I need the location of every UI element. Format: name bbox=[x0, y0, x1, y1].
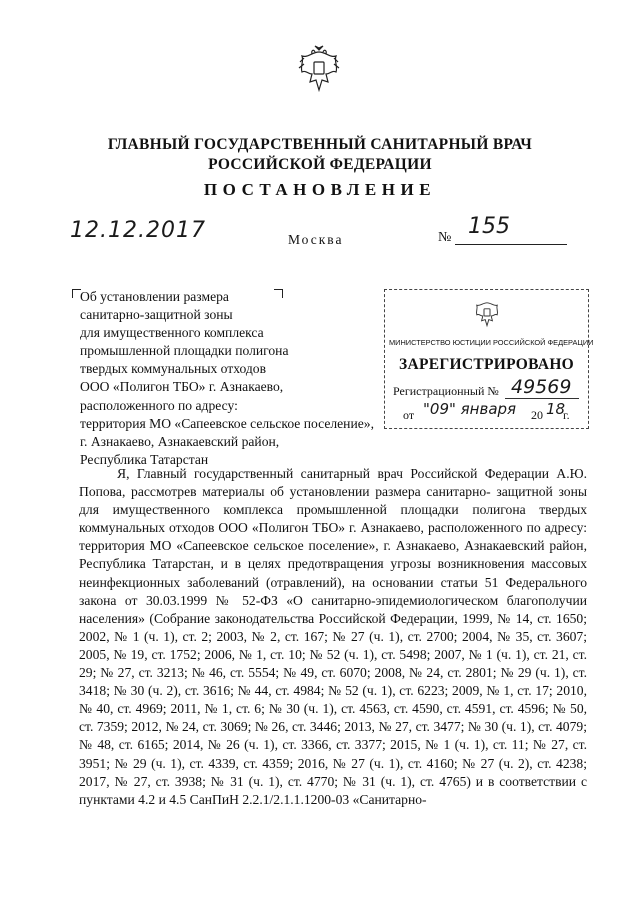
document-type-heading: ПОСТАНОВЛЕНИЕ bbox=[203, 180, 437, 199]
body-line: № 30 (ч. 1), ст. 4563, ст. 4590, ст. 4591, ст. 4596; № 50, ст. 7359; 2012, № 24, bbox=[79, 701, 588, 735]
stamp-from-date: "09" января bbox=[423, 400, 517, 418]
stamp-registered: ЗАРЕГИСТРИРОВАНО bbox=[398, 356, 575, 373]
decree-city: Москва bbox=[288, 232, 344, 247]
title-line: санитарно-защитной зоны bbox=[80, 307, 233, 323]
coat-of-arms-icon bbox=[296, 44, 342, 94]
stamp-coat-of-arms-icon bbox=[473, 298, 501, 328]
decree-number-underline bbox=[455, 244, 567, 245]
body-line: № 52 (ч. 1), ст. 6223; 2009, № 1, ст. 17; 2010, № 40, ст. 4969; 2011, № 1, ст. 6; bbox=[79, 683, 587, 717]
body-line: ст. 4238; 2017, № 27, ст. 3938; № 31 (ч. 1), ст. 4770; № 31 (ч. 1), ст. 4765) и в bbox=[79, 755, 588, 789]
title-line: Об установлении размера bbox=[80, 289, 229, 304]
title-line: промышленной площадки полигона bbox=[80, 343, 289, 359]
title-line: ООО «Полигон ТБО» г. Азнакаево, bbox=[80, 379, 284, 395]
title-line: г. Азнакаево, Азнакаевский район, bbox=[80, 433, 280, 449]
body-line: № 35, ст. 3607; 2005, № 19, ст. 1752; 2006, № 1, ст. 10; № 52 (ч. 1), ст. 5498; bbox=[79, 628, 587, 662]
body-line: населения» (Собрание законодательства Российской Федерации, 1999, № 14, bbox=[79, 610, 533, 626]
decree-date: 12.12.2017 bbox=[70, 218, 206, 243]
body-line: А.Ю. Попова, рассмотрев материалы об установлении размера санитарно- bbox=[79, 466, 587, 500]
issuer-title-line2: РОССИЙСКОЙ ФЕДЕРАЦИИ bbox=[208, 156, 432, 173]
body-line: расположенного по адресу: территория МО «Сапеевское сельское поселение», bbox=[79, 520, 588, 554]
stamp-ministry: МИНИСТЕРСТВО ЮСТИЦИИ РОССИЙСКОЙ ФЕДЕРАЦИИ bbox=[389, 338, 594, 347]
body-line: ст. 1650; 2002, № 1 (ч. 1), ст. 2; 2003, № 2, ст. 167; № 27 (ч. 1), ст. 2700; 2004, bbox=[79, 610, 587, 644]
decree-number-label: № bbox=[438, 230, 452, 245]
title-line: Республика Татарстан bbox=[80, 451, 209, 467]
title-line: расположенного по адресу: bbox=[80, 397, 238, 413]
stamp-from-label: от bbox=[403, 408, 415, 422]
issuer-title-line1: ГЛАВНЫЙ ГОСУДАРСТВЕННЫЙ САНИТАРНЫЙ ВРАЧ bbox=[107, 136, 533, 153]
body-line: предотвращения угрозы возникновения массовых неинфекционных bbox=[79, 556, 588, 590]
body-line: защитной зоны для имущественного комплекса промышленной площадки bbox=[79, 484, 587, 518]
registration-stamp bbox=[384, 289, 594, 429]
body-line: 2007, № 1 (ч. 1), ст. 21, ст. 29; № 27, ст. 3213; № 46, ст. 5554; № 49, ст. 6070; bbox=[79, 646, 587, 681]
decree-body bbox=[79, 465, 587, 809]
body-line: ст. 6165; 2014, № 26 (ч. 1), ст. 3366, ст. 3377; 2015, № 1 (ч. 1), ст. 11; № 27, bbox=[118, 737, 569, 753]
stamp-year-prefix: 20 bbox=[531, 408, 543, 422]
decree-number: 155 bbox=[468, 214, 510, 239]
body-line: ст. 3069; № 26, ст. 3446; 2013, № 27, ст. 3477; № 30 (ч. 1), ст. 4079; № 48, bbox=[79, 719, 587, 753]
body-paragraph bbox=[79, 465, 587, 809]
body-line: г. Азнакаево, Азнакаевский район, Республика Татарстан, и в целях bbox=[79, 538, 587, 572]
body-line: 2008, № 24, ст. 2801; № 29 (ч. 1), ст. 3418; № 30 (ч. 2), ст. 3616; № 44, ст. 4984; bbox=[79, 665, 587, 699]
body-line: заболеваний (отравлений), на основании статьи 51 Федерального закона от bbox=[79, 574, 587, 608]
stamp-reg-number: 49569 bbox=[511, 376, 572, 398]
stamp-reg-number-label: Регистрационный № bbox=[393, 384, 499, 398]
body-line: 30.03.1999 № 52-ФЗ «О санитарно-эпидемиологическом благополучии bbox=[145, 592, 587, 608]
decree-title bbox=[80, 288, 374, 469]
title-line: для имущественного комплекса bbox=[80, 325, 264, 341]
body-line: Я, Главный государственный санитарный врач Российской Федерации bbox=[117, 466, 549, 481]
stamp-year-suffix: 18 bbox=[546, 400, 566, 418]
title-line: твердых коммунальных отходов bbox=[80, 361, 267, 377]
body-line: полигона твердых коммунальных отходов ООО «Полигон ТБО» г. Азнакаево, bbox=[79, 502, 588, 536]
body-line: ст. 3951; № 29 (ч. 1), ст. 4339, ст. 4359; 2016, № 27 (ч. 1), ст. 4160; № 27 (ч. 2), bbox=[79, 737, 587, 771]
body-line: соответствии с пунктами 4.2 и 4.5 СанПиН 2.2.1/2.1.1.1200-03 «Санитарно- bbox=[79, 773, 587, 807]
stamp-reg-number-underline bbox=[505, 398, 579, 399]
title-line: территория МО «Сапеевское сельское поселение», bbox=[80, 415, 374, 431]
stamp-year-post: г. bbox=[563, 408, 570, 422]
